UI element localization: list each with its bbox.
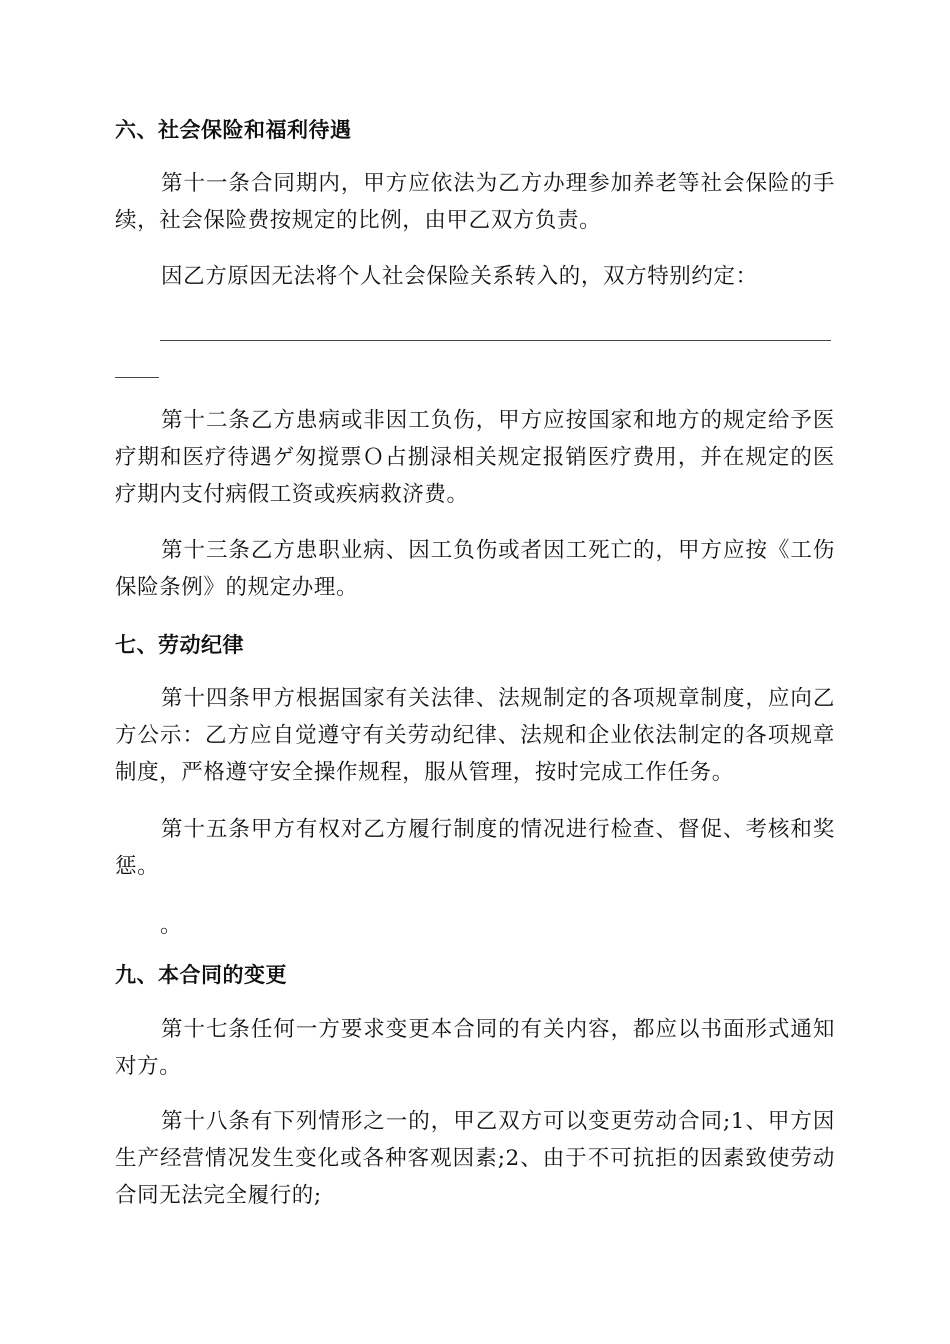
article-13: 第十三条乙方患职业病、因工负伤或者因工死亡的，甲方应按《工伤保险条例》的规定办理。	[115, 538, 835, 600]
stray-period: 。	[160, 913, 182, 938]
article-11: 第十一条合同期内，甲方应依法为乙方办理参加养老等社会保险的手续，社会保险费按规定的比例，由甲乙双方负责。	[115, 171, 835, 233]
section-heading-social-insurance: 六、社会保险和福利待遇	[115, 118, 352, 142]
article-15: 第十五条甲方有权对乙方履行制度的情况进行检查、督促、考核和奖惩。	[115, 817, 835, 879]
fill-in-blank-line	[160, 340, 831, 341]
section-heading-discipline: 七、劳动纪律	[115, 633, 244, 657]
article-17: 第十七条任何一方要求变更本合同的有关内容，都应以书面形式通知对方。	[115, 1017, 835, 1079]
fill-in-blank-line-tail	[115, 377, 159, 378]
article-14: 第十四条甲方根据国家有关法律、法规制定的各项规章制度，应向乙方公示：乙方应自觉遵守有关劳动纪律、法规和企业依法制定的各项规章制度，严格遵守安全操作规程，服从管理，按时完成工作任务。	[115, 686, 835, 785]
article-12: 第十二条乙方患病或非因工负伤，甲方应按国家和地方的规定给予医疗期和医疗待遇ゲ匆搅票Ｏ占捌渌相关规定报销医疗费用，并在规定的医疗期内支付病假工资或疾病救济费。	[115, 408, 835, 507]
special-agreement-text: 因乙方原因无法将个人社会保险关系转入的，双方特别约定：	[161, 264, 758, 289]
article-18: 第十八条有下列情形之一的，甲乙双方可以变更劳动合同;1、甲方因生产经营情况发生变化或各种客观因素;2、由于不可抗拒的因素致使劳动合同无法完全履行的;	[115, 1109, 835, 1208]
section-heading-change: 九、本合同的变更	[115, 963, 287, 987]
